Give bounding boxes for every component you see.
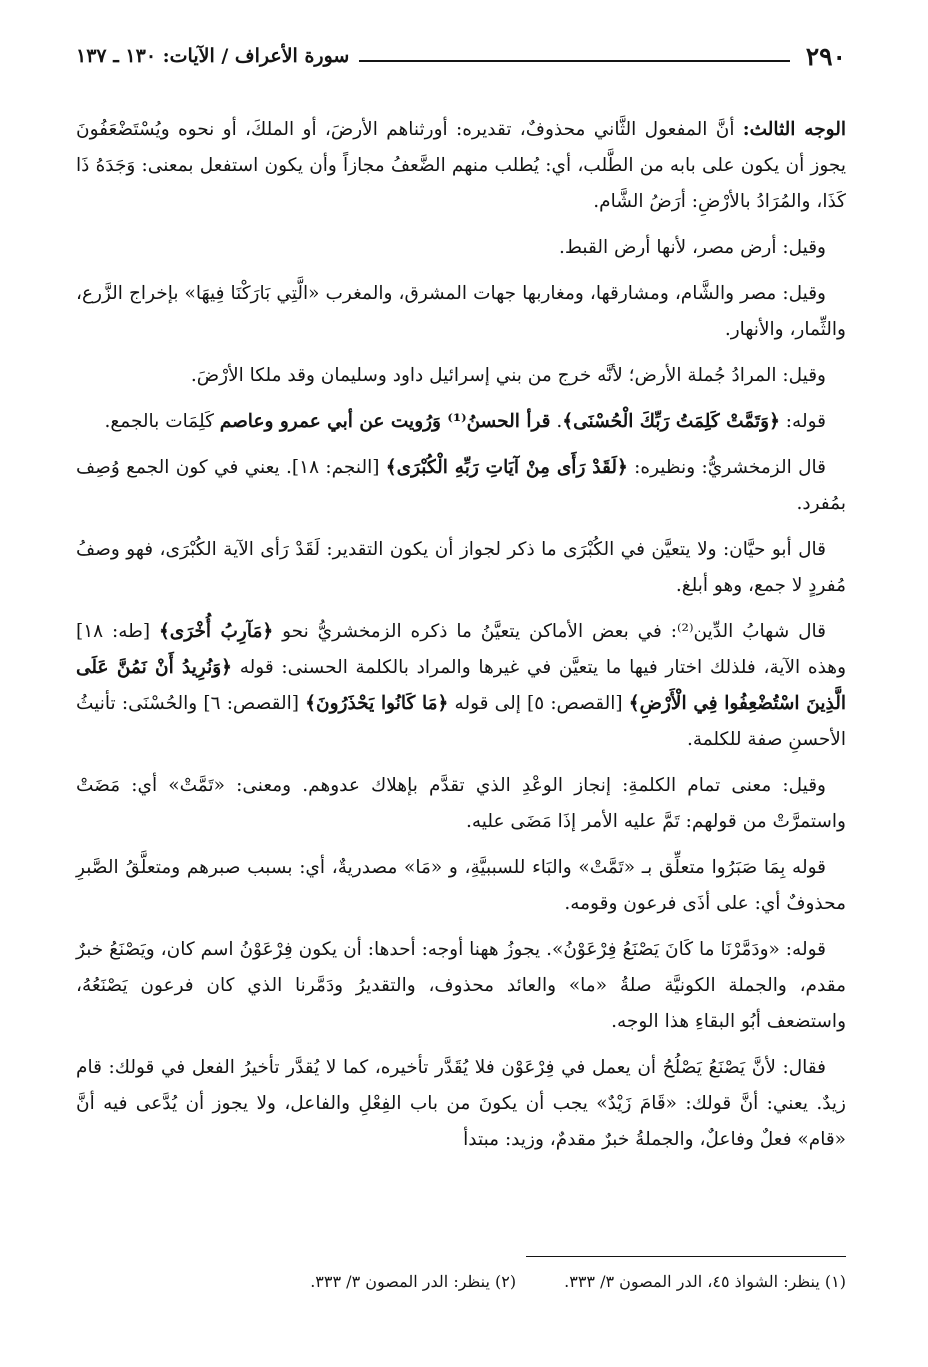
page-number: ٢٩٠ [805,41,846,71]
paragraph-lead: الوجه الثالث: [742,119,846,140]
paragraph [76,112,846,220]
paragraph: قوله بِمَا صَبَرُوا متعلِّق بـ «تَمَّتْ» والبَاء للسببيَّةِ، و «مَا» مصدريةٌ، أي: بسبب صبرهم ومتعلَّقُ الصَّبرِ محذوفٌ أي: على أذَى فرعون وقومه. [76,857,846,914]
quran-quote: ﴿وَنُرِيدُ أَنْ نَمُنَّ عَلَى الَّذِينَ اسْتُضْعِفُوا فِي الْأَرْضِ﴾ [76,657,846,714]
paragraph-text: [القصص: ٦] والحُسْنَى: تأنيثُ الأحسنِ صفة للكلمة. [76,693,846,750]
paragraph-text: [طه: ١٨] وهذه الآية، فلذلك اختار فيها ما يتعيَّن في غيرها والمراد بالكلمة الحسنى: قوله [76,621,846,678]
paragraph: وقيل: مصر والشَّام، ومشارقها، ومغاربها جهات المشرق، والمغرب «الَّتِي بَارَكْنَا فِيهَا» بإخراج الزَّرع، والثِّمار، والأنهار. [76,283,846,340]
paragraph-text: كَلِمَات بالجمع. [104,411,220,432]
footnote: (١) ينظر: الشواذ ٤٥، الدر المصون ٣/ ٣٣٣. [564,1272,846,1291]
page-header [76,34,846,78]
paragraph [76,614,846,758]
paragraph: قال أبو حيَّان: ولا يتعيَّن في الكُبْرَى ما ذكر لجواز أن يكون التقدير: لَقَدْ رَأى الآية الكُبْرَى، فهو وصفُ مُفردٍ لا جمع، وهو أبلغ. [76,539,846,596]
paragraph-text: قال الزمخشريُّ: ونظيره: [627,457,827,478]
paragraph-bold-text: قرأ الحسنُ⁽¹⁾ وَرُويت عن أبي عمرو وعاصم [219,411,551,432]
quran-quote: ﴿مَآرِبُ أُخْرَى﴾ [158,621,274,642]
paragraph-text: [النجم: ١٨]. يعني في كون الجمع وُصِف بمُفرد. [76,457,846,514]
paragraph [76,450,846,522]
paragraph-text: قال شهابُ الدِّين⁽²⁾: في بعض الأماكن يتعيَّنُ ما ذكره الزمخشريُّ نحو [273,621,826,642]
paragraph: فقال: لأنَّ يَصْنَعُ يَصْلُحُ أن يعمل في فِرْعَوْن فلا يُقَدَّر تأخيره، كما لا يُقدَّر تأخيرُ الفعل في قولك: قام زيدٌ. يعني: أنَّ قولك: «قَامَ زَيْدٌ» يجب أن يكونَ من باب الفِعْلِ والفاعل، ولا يجوز أن يُدَّعى فيه أنَّ «قام» فعلٌ وفاعلٌ، والجملةُ خبرٌ مقدمٌ، وزيد: مبتدأ [76,1057,846,1150]
paragraph: قوله: «ودَمَّرْنَا ما كَانَ يَصْنَعُ فِرْعَوْنُ». يجوزُ ههنا أوجه: أحدها: أن يكون فِرْعَوْنُ اسم كان، ويَصْنَعُ خبرٌ مقدم، والجملة الكونيَّة صلةُ «ما» والعائد محذوف، والتقديرُ ودَمَّرنا الذي كان فرعون يَصْنَعُهُ، واستضعف أبُو البقاءِ هذا الوجه. [76,939,846,1032]
header-rule [359,60,789,62]
page-body [76,112,846,1168]
paragraph-text: أنَّ المفعول الثَّاني محذوفٌ، تقديره: أورثناهم الأرضَ، أو الملكَ، أو نحوه ويُسْتَضْعَفُونَ يجوز أن يكون على بابه من الطَّلب، أي: يُطلب منهم الضَّعفُ مجازاً وأن يكون استفعل بمعنى: وَجَدَهُ ذَا كَذَا، والمُرَادُ بالأرْضِ: أرَضُ الشَّام. [76,119,846,212]
paragraph: وقيل: المرادُ جُملة الأرض؛ لأنَّه خرج من بني إسرائيل داود وسليمان وقد ملكا الأرْضَ. [190,365,826,386]
paragraph-text: [القصص: ٥] إلى قوله [448,693,629,714]
paragraph-text: . [550,411,563,432]
quran-quote: ﴿وَتَمَّتْ كَلِمَتُ رَبِّكَ الْحُسْنَى﴾ [562,411,780,432]
quran-quote: ﴿مَا كَانُوا يَحْذَرُونَ﴾ [305,693,449,714]
footnotes [76,1266,846,1298]
paragraph: وقيل: أرض مصر، لأنها أرض القبط. [558,237,826,258]
footnote: (٢) ينظر: الدر المصون ٣/ ٣٣٣. [310,1272,517,1291]
paragraph-text: قوله: [779,411,826,432]
footnote-rule [526,1256,846,1257]
paragraph: وقيل: معنى تمام الكلمةِ: إنجاز الوعْدِ الذي تقدَّم بإهلاك عدوهم. ومعنى: «تَمَّتْ» أي: مَضَتْ واستمرَّتْ من قولهم: تَمَّ عليه الأمر إذَا مَضَى عليه. [76,775,846,832]
paragraph [76,404,846,440]
running-head: سورة الأعراف / الآيات: ١٣٠ ـ ١٣٧ [76,45,350,67]
quran-quote: ﴿لَقَدْ رَأَى مِنْ آيَاتِ رَبِّهِ الْكُبْرَى﴾ [385,457,628,478]
